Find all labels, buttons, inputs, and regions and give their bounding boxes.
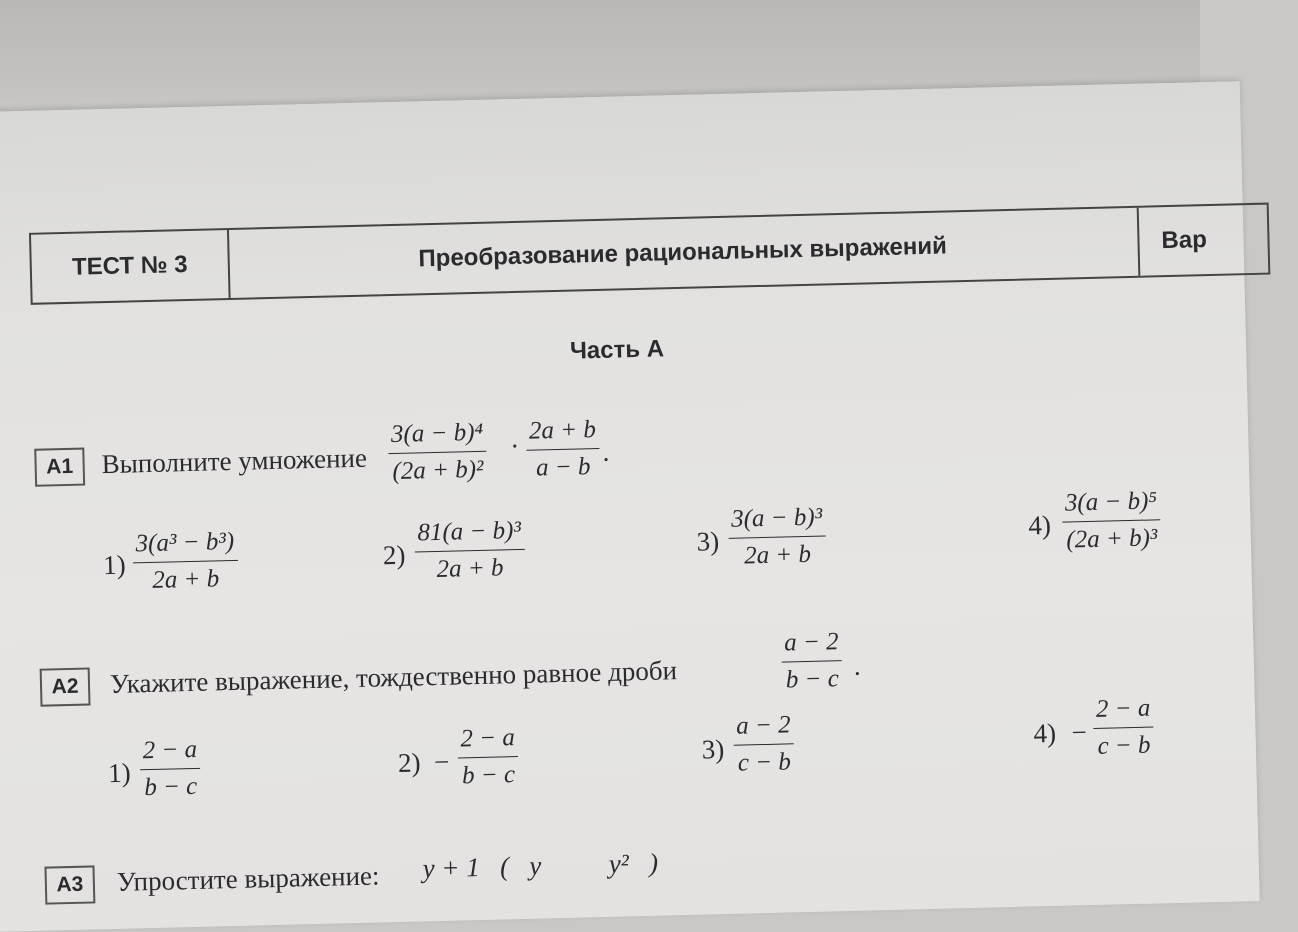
a2-opt1-num: 2 − a: [142, 735, 198, 765]
task-label-a2: А2: [40, 667, 91, 706]
a2-opt4-den: c − b: [1097, 731, 1151, 760]
a2-option-2-number: 2): [397, 747, 421, 778]
task-a3-prompt: Упростите выражение:: [116, 860, 380, 897]
a1-expr-f1-num: 3(a − b)⁴: [390, 418, 484, 449]
a1-opt2-num: 81(a − b)³: [417, 516, 522, 547]
a1-opt3-num: 3(a − b)³: [730, 503, 823, 533]
a2-option-1-number: 1): [107, 757, 132, 789]
a2-option-3: [733, 712, 795, 775]
a1-option-1: [132, 529, 238, 594]
a1-opt3-den: 2a + b: [743, 540, 812, 570]
a2-option-1: [139, 737, 201, 800]
a2-opt3-num: a − 2: [735, 711, 791, 740]
task-label-a3: А3: [44, 865, 95, 904]
a2-option-2-sign: −: [433, 746, 450, 778]
a2-option-2: [457, 725, 519, 788]
a2-option-4-number: 4): [1033, 717, 1057, 749]
a2-option-4-sign: −: [1071, 717, 1088, 748]
period: .: [602, 436, 610, 467]
a1-option-3: [728, 504, 827, 568]
a2-opt2-den: b − c: [461, 761, 516, 790]
task-a3-expression-partial: y + 1 ( y y² ): [422, 847, 659, 884]
a1-opt2-den: 2a + b: [436, 554, 504, 583]
a1-opt1-num: 3(a³ − b³): [135, 527, 235, 558]
test-title: Преобразование рациональных выражений: [227, 208, 1140, 298]
a1-expr-fraction-2: [526, 417, 600, 481]
a1-opt4-num: 3(a − b)⁵: [1064, 487, 1158, 517]
a2-expr-fraction: [781, 629, 843, 692]
a2-expr-num: a − 2: [783, 628, 839, 657]
a1-expr-f2-num: 2a + b: [528, 416, 597, 445]
variant-label: Вар: [1161, 226, 1208, 255]
test-page: [0, 81, 1260, 932]
a1-option-3-number: 3): [696, 526, 720, 557]
a1-option-4: [1062, 488, 1162, 552]
test-header-table: [29, 203, 1270, 305]
a2-option-4: [1093, 696, 1155, 759]
a2-opt3-den: c − b: [737, 748, 792, 777]
task-label-a1: А1: [34, 448, 85, 487]
a1-option-2: [414, 518, 525, 583]
a1-option-1-number: 1): [102, 549, 126, 581]
multiply-dot: ·: [509, 430, 520, 462]
a2-option-3-number: 3): [701, 734, 725, 765]
a1-expr-f2-den: a − b: [535, 453, 591, 482]
task-a2-prompt: Укажите выражение, тождественно равное дроби: [109, 655, 678, 699]
test-number: ТЕСТ № 3: [31, 230, 231, 303]
a1-opt1-den: 2a + b: [151, 565, 220, 594]
a1-option-4-number: 4): [1028, 509, 1052, 541]
a1-expr-fraction-1: [388, 420, 488, 484]
a1-option-2-number: 2): [382, 539, 406, 571]
part-title: Часть А: [569, 335, 665, 365]
task-a1-prompt: Выполните умножение: [101, 442, 368, 480]
a2-expr-den: b − c: [785, 665, 840, 694]
a1-opt4-den: (2a + b)³: [1066, 524, 1158, 554]
a1-expr-f1-den: (2a + b)²: [392, 455, 484, 486]
a2-opt1-den: b − c: [143, 772, 198, 802]
period: .: [853, 650, 861, 681]
a2-opt2-num: 2 − a: [460, 724, 516, 753]
a2-opt4-num: 2 − a: [1095, 694, 1151, 723]
